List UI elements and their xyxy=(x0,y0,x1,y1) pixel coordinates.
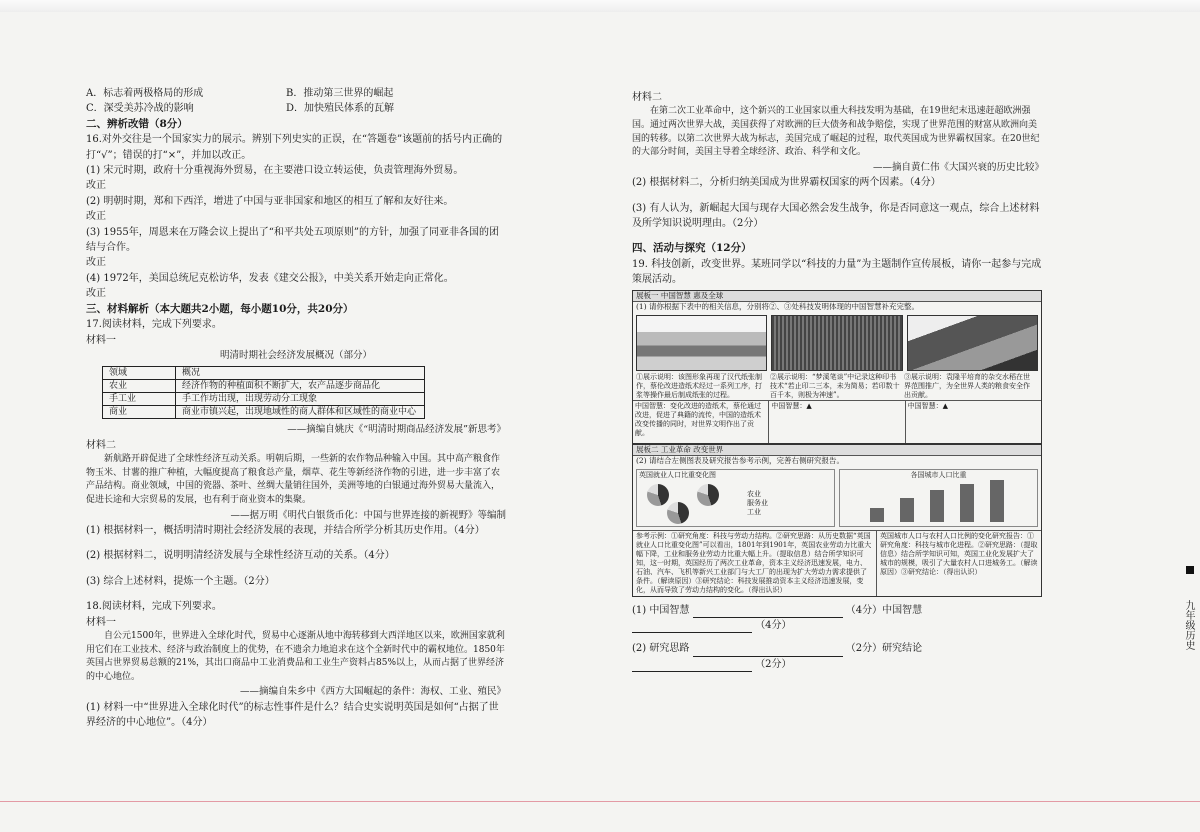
legend-item: 工业 xyxy=(747,507,761,516)
urban-population-chart xyxy=(839,469,1038,527)
options-row-2 xyxy=(86,101,506,116)
q16-item-1: (1) 宋元时期，政府十分重视海外贸易，在主要港口设立转运使，负责管理海外贸易。 xyxy=(86,165,464,177)
material-2-label: 材料二 xyxy=(86,439,116,451)
material-2-citation: ——摘自黄仁伟《大国兴衰的历史比较》 xyxy=(872,161,1044,173)
table-row xyxy=(103,406,425,419)
answer-2-blank[interactable] xyxy=(693,646,843,657)
q17-item-3: (3) 综合上述材料，提炼一个主题。（2分） xyxy=(86,575,275,587)
q18-material-1-text: 自公元1500年，世界进入全球化时代，贸易中心逐渐从地中海转移到大西洋地区以来，欧洲国家就利用它们在工业技术、经济与政治制度上的优势，在不遗余力地追求在这个全新时代中的霸权地位。1850年英国占世界贸易总额的21%，其出口商品中工业消费品和工业生产资料占85%以上，从而占据了世界经济的中心地位。 xyxy=(86,630,505,682)
research-row xyxy=(633,530,1041,596)
q19-intro: 19. 科技创新，改变世界。某班同学以“科技的力量”为主题制作宣传展板，请你一起参与完成策展活动。 xyxy=(632,258,1042,286)
right-column xyxy=(632,90,1044,672)
table-row xyxy=(103,393,425,406)
caption-1: ①展示说明：该图形象再现了汉代纸张制作，蔡伦改进造纸术经过一系列工序，打浆等操作最后制成纸张的过程。 xyxy=(636,372,762,399)
answer-2b-score: （2分） xyxy=(755,658,792,670)
answer-2-label: (2) 研究思路 xyxy=(632,643,690,655)
q17-item-2: (2) 根据材料二，说明明清经济发展与全球性经济互动的关系。（4分） xyxy=(86,550,395,562)
wisdom-row xyxy=(633,400,1041,443)
pie-1901 xyxy=(667,502,689,524)
board-1-images xyxy=(633,312,1041,373)
table-cell: 商业市镇兴起，出现地域性的商人群体和区域性的商业中心 xyxy=(176,406,425,419)
board-2-prompt: (2) 请结合左侧图表及研究报告参考示例，完善右侧研究报告。 xyxy=(636,455,845,465)
q16-item-3: (3) 1955年，周恩来在万隆会议上提出了“和平共处五项原则”的方针，加强了同亚非各国的团结与合作。 xyxy=(86,226,500,254)
correct-label: 改正 xyxy=(86,180,106,192)
material-2-label: 材料二 xyxy=(632,92,662,103)
wisdom-3: 中国智慧：▲ xyxy=(907,401,949,410)
option-d: D．加快殖民体系的瓦解 xyxy=(286,103,395,115)
board-1-captions xyxy=(633,373,1041,400)
scan-bottom-line xyxy=(0,801,1200,802)
pie-1851 xyxy=(697,484,719,506)
pie-1801 xyxy=(647,484,669,506)
table-row xyxy=(103,367,425,380)
option-a: A．标志着两极格局的形成 xyxy=(86,88,204,99)
printing-text-image xyxy=(771,315,902,371)
table-citation: ——摘编自姚庆《“明清时期商品经济发展”新思考》 xyxy=(287,424,506,436)
q18-material-1-label: 材料一 xyxy=(86,616,116,628)
correct-label: 改正 xyxy=(86,257,106,269)
answer-1-score: （4分）中国智慧 xyxy=(845,604,923,616)
board-1-header: 展板一 中国智慧 惠及全球 xyxy=(633,291,1041,302)
material-1-label: 材料一 xyxy=(86,334,116,346)
q17-intro: 17.阅读材料，完成下列要求。 xyxy=(86,319,222,331)
table-cell: 商业 xyxy=(103,406,176,419)
bar xyxy=(960,484,974,522)
answer-1-label: (1) 中国智慧 xyxy=(632,604,690,616)
table-cell: 概况 xyxy=(176,367,425,380)
table-cell: 农业 xyxy=(103,380,176,393)
section-2-title: 二、辨析改错（8分） xyxy=(86,117,188,130)
papermaking-image xyxy=(636,315,767,371)
material-2-citation: ——据万明《明代白银货币化：中国与世界连接的新视野》等编制 xyxy=(230,509,506,521)
side-label: 九年级历史 xyxy=(1183,600,1194,650)
board-2-header: 展板二 工业革命 改变世界 xyxy=(633,445,1041,456)
scan-top-edge xyxy=(0,0,1200,12)
table-cell: 经济作物的种植面积不断扩大，农产品逐步商品化 xyxy=(176,380,425,393)
chart-1-title: 英国就业人口比重变化图 xyxy=(639,470,716,479)
exhibit-board-1 xyxy=(632,290,1042,444)
material-2-text: 新航路开辟促进了全球性经济互动关系。明朝后期，一些新的农作物品种输入中国。其中高产粮食作物玉米、甘薯的推广种植，大幅度提高了粮食总产量，烟草、花生等新经济作物的引进，进一步丰富了农产品结构。商业领域，中国的瓷器、茶叶、丝绸大量销往国外，美洲等地的白银通过海外贸易大量流入，促进长途和大宗贸易的发展，也有利于商业资本的集聚。 xyxy=(86,454,501,505)
wisdom-2: 中国智慧：▲ xyxy=(769,401,905,443)
board-1-prompt: (1) 请你根据下表中的相关信息，分别将②、③处科技发明体现的中国智慧补充完整。 xyxy=(636,301,920,311)
registration-mark xyxy=(1186,566,1194,574)
chart-2-title: 各国城市人口比重 xyxy=(910,470,967,479)
answer-2b-blank[interactable] xyxy=(632,661,752,672)
research-template: 英国城市人口与农村人口比例的变化研究报告：①研究角度：科技与城市化进程。②研究思路：（提取信息）结合所学知识可知，英国工业化发展扩大了城市的规模，吸引了大量农村人口进城务工。（解读原因）③研究结论：（得出认识） xyxy=(880,531,1038,576)
correct-label: 改正 xyxy=(86,211,106,223)
section-4-title: 四、活动与探究（12分） xyxy=(632,242,752,255)
economy-table xyxy=(102,366,425,419)
rice-farmer-photo xyxy=(907,315,1038,371)
q18-item-2: (2) 根据材料二，分析归纳美国成为世界霸权国家的两个因素。（4分） xyxy=(632,177,941,189)
q18-intro: 18.阅读材料，完成下列要求。 xyxy=(86,601,222,613)
q16-item-4: (4) 1972年，美国总统尼克松访华，发表《建交公报》，中美关系开始走向正常化。 xyxy=(86,272,454,284)
correct-label: 改正 xyxy=(86,288,106,300)
caption-3: ③展示说明：袁隆平培育的杂交水稻在世界范围推广，为全世界人类的粮食安全作出贡献。 xyxy=(904,372,1030,399)
table-cell: 手工作坊出现，出现劳动分工现象 xyxy=(176,393,425,406)
answer-2-score: （2分）研究结论 xyxy=(845,643,923,655)
answer-1b-score: （4分） xyxy=(755,620,792,632)
bar xyxy=(930,490,944,522)
material-2-text: 在第二次工业革命中，这个新兴的工业国家以重大科技发明为基础，在19世纪末迅速赶超欧洲强国。通过两次世界大战，美国获得了对欧洲的巨大债务和战争赔偿，实现了世界范围的财富从欧洲向美国的转移。以第二次世界大战为标志，美国完成了崛起的过程，取代英国成为世界霸权国家。在20世纪的大部分时间，美国主导着全球经济、政治、科学和文化。 xyxy=(632,106,1040,158)
legend-item: 服务业 xyxy=(747,498,768,507)
q18-item-1: (1) 材料一中“世界进入全球化时代”的标志性事件是什么？结合史实说明英国是如何“占据了世界经济的中心地位”。（4分） xyxy=(86,701,499,729)
answer-line-1 xyxy=(632,603,1044,634)
answer-1-blank[interactable] xyxy=(693,607,843,618)
wisdom-1: 中国智慧：变化改进的造纸术，蔡伦通过改进，促进了典籍的流传，中国的造纸术改变传播的同时，对世界文明作出了贡献。 xyxy=(633,401,769,443)
exhibit-board-2 xyxy=(632,444,1042,597)
legend-item: 农业 xyxy=(747,489,761,498)
caption-2: ②展示说明：“梦溪笔谈”中记录这种印书技术“若止印二三本，未为简易；若印数十百千本，则极为神速”。 xyxy=(770,372,900,399)
legend xyxy=(747,490,768,517)
q16-item-2: (2) 明朝时期，郑和下西洋，增进了中国与亚非国家和地区的相互了解和友好往来。 xyxy=(86,195,454,207)
bar xyxy=(990,480,1004,522)
q18-item-3: (3) 有人认为，新崛起大国与现存大国必然会发生战争，你是否同意这一观点，综合上述材料及所学知识说明理由。（2分） xyxy=(632,202,1040,229)
board-2-charts xyxy=(633,466,1041,530)
left-column xyxy=(86,86,506,731)
bar xyxy=(900,498,914,522)
option-b: B．推动第三世界的崛起 xyxy=(286,88,394,99)
q16-intro: 16.对外交往是一个国家实力的展示。辨别下列史实的正误，在“答题卷”该题前的括号内正确的打“√”；错误的打“×”，并加以改正。 xyxy=(86,134,503,161)
bar xyxy=(870,508,884,522)
table-cell: 领域 xyxy=(103,367,176,380)
section-3-title: 三、材料解析（本大题共2小题，每小题10分，共20分） xyxy=(86,302,354,315)
answer-line-2 xyxy=(632,641,1044,672)
table-row xyxy=(103,380,425,393)
answer-1b-blank[interactable] xyxy=(632,622,752,633)
employment-pie-charts xyxy=(636,469,835,527)
q17-item-1: (1) 根据材料一，概括明清时期社会经济发展的表现，并结合所学分析其历史作用。（4分） xyxy=(86,524,485,536)
option-c: C．深受美苏冷战的影响 xyxy=(86,103,194,115)
options-row-1 xyxy=(86,86,506,101)
q18-material-1-citation: ——摘编自朱乡中《西方大国崛起的条件：海权、工业、殖民》 xyxy=(239,686,506,698)
table-cell: 手工业 xyxy=(103,393,176,406)
research-example: 参考示例：①研究角度：科技与劳动力结构。②研究思路：从历史数据“英国就业人口比重变化图”可以看出，1801年到1901年，英国农业劳动力比重大幅下降，工业和服务业劳动力比重大幅上升。（提取信息）结合所学知识可知，这一时期，英国经历了两次工业革命，资本主义经济迅速发展，电力、石油、汽车、飞机等新兴工业部门与大工厂的出现为扩大劳动力需求提供了条件。（解读原因）③研究结论：科技发展推动资本主义经济迅速发展，变化，从而导致了劳动力结构的变化。（得出认识） xyxy=(633,531,877,596)
table-title: 明清时期社会经济发展概况（部分） xyxy=(219,349,372,361)
